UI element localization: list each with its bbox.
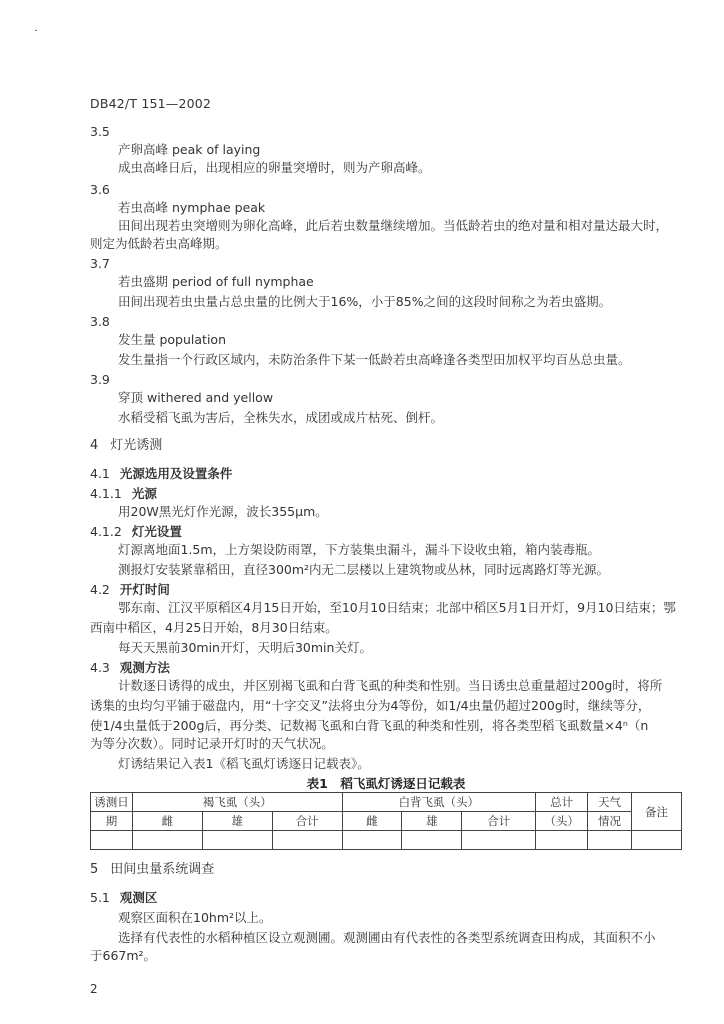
- clause-3-5-number: 3.5: [90, 124, 110, 139]
- header-brown-male: 雄: [202, 812, 272, 831]
- scan-mark: ˙: [33, 28, 39, 42]
- clause-5-1-paragraph-1: 观察区面积在10hm²以上。: [118, 910, 272, 925]
- section-4-title: 灯光诱测: [110, 438, 163, 453]
- clause-3-7-definition: 田间出现若虫虫量占总虫量的比例大于16%，小于85%之间的这段时间称之为若虫盛期。: [118, 294, 612, 309]
- clause-3-9-term: 穿顶 withered and yellow: [118, 390, 274, 405]
- clause-3-7-term: 若虫盛期 period of full nymphae: [118, 274, 314, 289]
- header-white-backed-planthopper: 白背飞虱（头）: [342, 793, 536, 812]
- clause-4-1-2-paragraph-2: 测报灯安装紧靠稻田，直径300m²内无二层楼以上建筑物或丛林，同时远离路灯等光源。: [118, 562, 610, 577]
- header-white-subtotal: 合计: [462, 812, 536, 831]
- clause-3-8-definition: 发生量指一个行政区域内，未防治条件下某一低龄若虫高峰逢各类型田加权平均百丛总虫量。: [118, 352, 631, 367]
- clause-4-3-title: 观测方法: [119, 660, 170, 675]
- clause-4-3-number: 4.3: [90, 660, 110, 675]
- clause-4-2-title: 开灯时间: [119, 582, 170, 597]
- clause-4-3-paragraph-1: 计数逐日诱得的成虫，并区别褐飞虱和白背飞虱的种类和性别。当日诱虫总重量超过200g时，将所: [118, 678, 663, 693]
- clause-4-3-paragraph-2: 灯诱结果记入表1《稻飞虱灯诱逐日记载表》。: [118, 756, 370, 771]
- clause-5-1-number: 5.1: [90, 890, 110, 905]
- daily-light-trap-record-table: [90, 792, 682, 850]
- clause-4-3-heading: [90, 660, 170, 676]
- clause-3-6-definition: 田间出现若虫突增则为卵化高峰，此后若虫数量继续增加。当低龄若虫的绝对量和相对量达最大时，: [118, 218, 669, 233]
- header-brown-subtotal: 合计: [272, 812, 342, 831]
- header-white-male: 雄: [402, 812, 462, 831]
- clause-3-5-term: 产卵高峰 peak of laying: [118, 142, 261, 157]
- section-5-heading: [90, 862, 214, 878]
- clause-3-8-term: 发生量 population: [118, 332, 226, 347]
- header-weather-cont: 情况: [588, 812, 632, 831]
- clause-5-1-title: 观测区: [119, 890, 158, 905]
- section-5-title: 田间虫量系统调查: [110, 862, 215, 877]
- clause-4-1-1-text: 用20W黑光灯作光源，波长355μm。: [118, 504, 328, 519]
- clause-4-1-1-heading: [90, 486, 157, 502]
- header-remarks: 备注: [632, 793, 682, 831]
- header-brown-planthopper: 褐飞虱（头）: [132, 793, 342, 812]
- page-number: 2: [90, 982, 98, 996]
- clause-4-1-number: 4.1: [90, 466, 110, 481]
- header-total: 总计: [536, 793, 588, 812]
- section-4-number: 4: [90, 438, 99, 453]
- clause-3-8-number: 3.8: [90, 314, 110, 329]
- clause-4-3-paragraph-1-line-2: 诱集的虫均匀平铺于磁盘内，用“十字交叉”法将虫分为4等份，如1/4虫量仍超过200g时，继续等分，: [90, 698, 651, 713]
- table-header-row-1: [91, 793, 682, 812]
- header-trap-date: 诱测日: [91, 793, 133, 812]
- header-brown-female: 雌: [132, 812, 202, 831]
- clause-4-1-heading: [90, 466, 232, 482]
- table-header-row-2: [91, 812, 682, 831]
- clause-5-1-heading: [90, 890, 157, 906]
- clause-4-1-1-title: 光源: [131, 486, 157, 501]
- clause-5-1-paragraph-2: 选择有代表性的水稻种植区设立观测圃。观测圃由有代表性的各类型系统调查田构成，其面积不小: [118, 930, 656, 945]
- section-5-number: 5: [90, 862, 99, 877]
- clause-4-2-paragraph-2: 每天天黑前30min开灯，天明后30min关灯。: [118, 640, 372, 655]
- header-weather: 天气: [588, 793, 632, 812]
- clause-3-6-number: 3.6: [90, 182, 110, 197]
- clause-4-2-heading: [90, 582, 170, 598]
- clause-5-1-paragraph-2-cont: 于667m²。: [90, 948, 157, 963]
- header-total-unit: （头）: [536, 812, 588, 831]
- clause-4-2-paragraph-1: 鄂东南、江汉平原稻区4月15日开始，至10月10日结束；北部中稻区5月1日开灯，9月10日结束；鄂: [118, 600, 676, 615]
- table-1-caption: 表1 稻飞虱灯诱逐日记载表: [306, 776, 466, 791]
- clause-4-1-1-number: 4.1.1: [90, 486, 122, 501]
- clause-3-9-number: 3.9: [90, 372, 110, 387]
- clause-4-1-2-number: 4.1.2: [90, 524, 122, 539]
- clause-4-1-2-heading: [90, 524, 182, 540]
- clause-4-1-2-title: 灯光设置: [131, 524, 182, 539]
- section-4-heading: [90, 438, 162, 454]
- clause-3-6-term: 若虫高峰 nymphae peak: [118, 200, 266, 215]
- clause-4-2-number: 4.2: [90, 582, 110, 597]
- header-white-female: 雌: [342, 812, 402, 831]
- clause-4-1-title: 光源选用及设置条件: [119, 466, 233, 481]
- table-row: [91, 831, 682, 850]
- clause-3-9-definition: 水稻受稻飞虱为害后，全株失水，成团或成片枯死、倒杆。: [118, 410, 444, 425]
- clause-4-3-paragraph-1-line-4: 为等分次数）。同时记录开灯时的天气状况。: [90, 736, 334, 751]
- clause-3-6-definition-cont: 则定为低龄若虫高峰期。: [90, 236, 228, 251]
- clause-4-1-2-paragraph-1: 灯源离地面1.5m，上方架设防雨罩，下方装集虫漏斗，漏斗下设收虫箱，箱内装毒瓶。: [118, 542, 601, 557]
- clause-4-3-paragraph-1-line-3: 使1/4虫量低于200g后，再分类、记数褐飞虱和白背飞虱的种类和性别，将各类型稻飞虱数量×4ⁿ（n: [90, 718, 649, 733]
- clause-4-2-paragraph-1-cont: 西南中稻区，4月25日开始，8月30日结束。: [90, 620, 338, 635]
- clause-3-7-number: 3.7: [90, 256, 110, 271]
- header-trap-date-cont: 期: [91, 812, 133, 831]
- standard-number-header: DB42/T 151—2002: [90, 96, 212, 111]
- clause-3-5-definition: 成虫高峰日后，出现相应的卵量突增时，则为产卵高峰。: [118, 160, 431, 175]
